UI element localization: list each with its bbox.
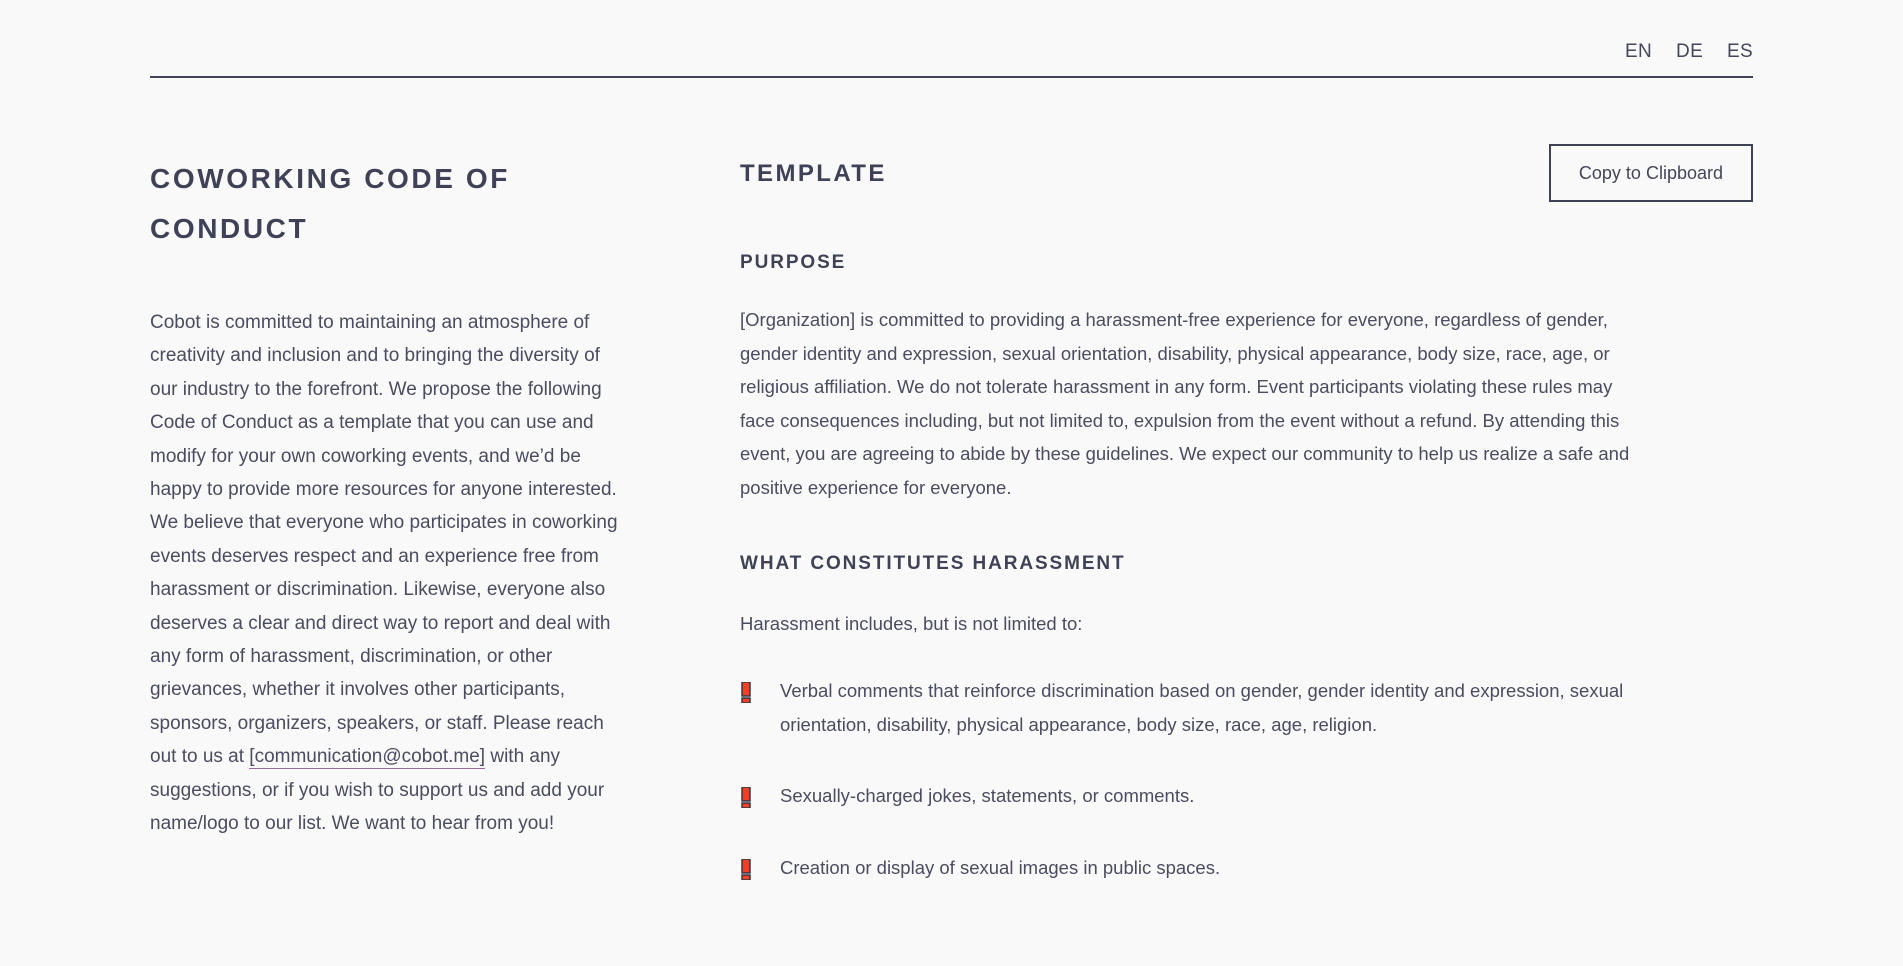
exclamation-mark-icon [740,851,780,880]
lang-link-de[interactable]: DE [1676,41,1704,62]
harassment-lead-line: Harassment includes, but is not limited to: [740,612,1083,634]
harassment-bullet-list [740,640,1753,884]
template-section-title: TEMPLATE [740,160,887,187]
intro-text-after-link: with any suggestions, or if you wish to support us and add your name/logo to our list. We want to hear from you! [150,746,605,835]
lang-link-en[interactable]: EN [1625,41,1653,62]
purpose-heading: PURPOSE [740,252,847,273]
lang-link-es[interactable]: ES [1727,41,1753,62]
list-item-text: Verbal comments that reinforce discrimination based on gender, gender identity and expression, sexual orientation, disability, physical appearance, body size, race, age, religion. [780,680,1624,735]
list-item [740,779,1753,813]
page-title: COWORKING CODE OF CONDUCT [150,163,510,244]
intro-text-before-link: Cobot is committed to maintaining an atmosphere of creativity and inclusion and to bringing the diversity of our industry to the forefront. We propose the following Code of Conduct as a template that you can use and modify for your own coworking events, and we’d be happy to provide more resources for anyone interested. We believe that everyone who participates in coworking events deserves respect and an experience free from harassment or discrimination. Likewise, everyone also deserves a clear and direct way to report and deal with any form of harassment, discrimination, or other grievances, whether it involves other participants, sponsors, organizers, speakers, or staff. Please reach out to us at [150,312,618,768]
template-header-row [740,78,1753,202]
left-column [150,78,740,923]
right-column [740,78,1753,923]
list-item-text: Creation or display of sexual images in public spaces. [780,856,1221,878]
list-item [740,851,1753,885]
harassment-heading: WHAT CONSTITUTES HARASSMENT [740,552,1126,574]
intro-paragraph [150,254,620,841]
top-bar [150,0,1753,78]
contact-email-link[interactable]: [communication@cobot.me] [249,746,486,768]
language-switcher [1625,40,1753,64]
copy-to-clipboard-button[interactable]: Copy to Clipboard [1549,144,1753,202]
main-content [150,78,1753,923]
purpose-paragraph: [Organization] is committed to providing a harassment-free experience for everyone, regardless of gender, gender identity and expression, sexual orientation, disability, physical appearance, body size, race, age, or religious affiliation. We do not tolerate harassment in any form. Event participants violating these rules may face consequences including, but not limited to, expulsion from the event without a refund. By attending this event, you are agreeing to abide by these guidelines. We expect our community to help us realize a safe and positive experience for everyone. [740,309,1630,498]
exclamation-mark-icon [740,674,780,703]
exclamation-mark-icon [740,779,780,808]
list-item [740,674,1753,741]
list-item-text: Sexually-charged jokes, statements, or comments. [780,785,1195,807]
